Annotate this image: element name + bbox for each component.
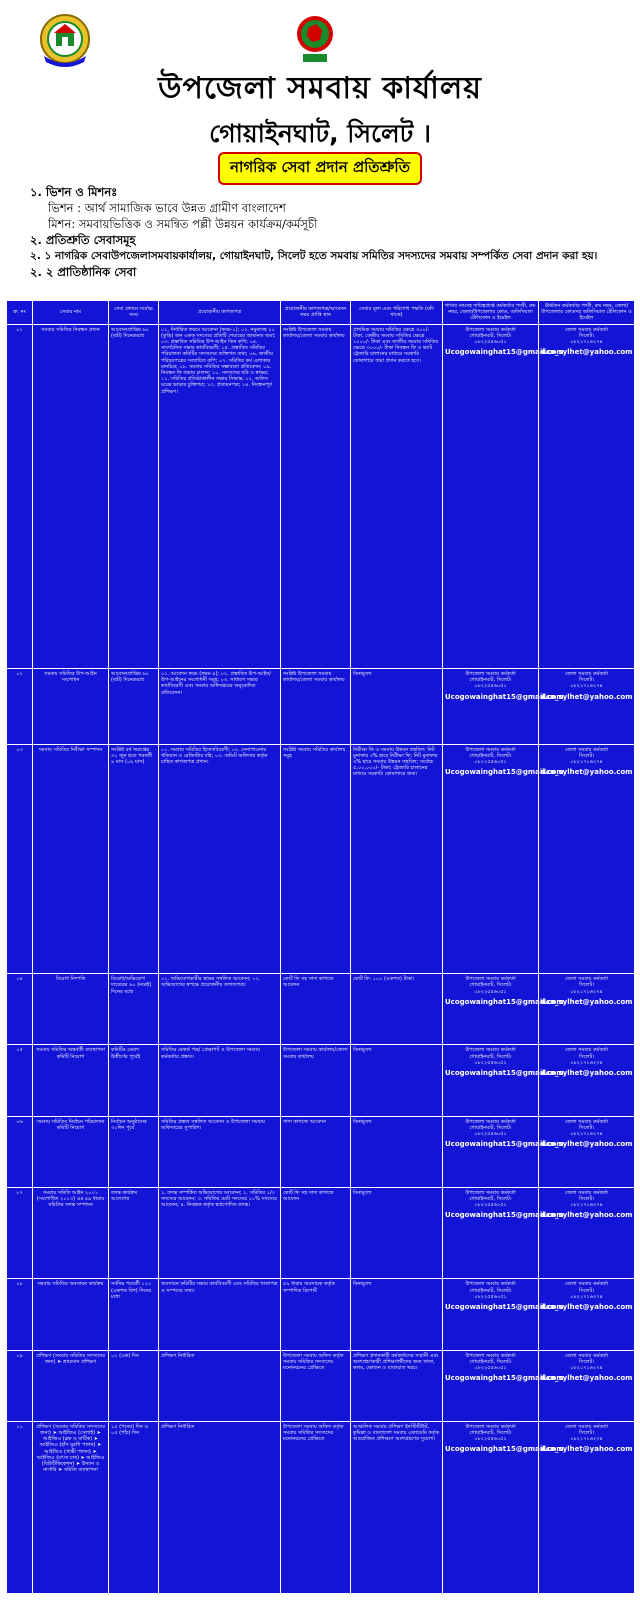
officer-title: উপজেলা সমবায় কর্মকর্তা	[465, 1352, 516, 1359]
officer-title: উপজেলা সমবায় কর্মকর্তা	[465, 670, 516, 677]
row-documents: ১. তদন্ত সম্পর্কিত অভিযোগের আবেদন; ২. সমিতির ১/৩ সদস্যের আবেদন; ৩. সমিতির মোট সদস্যের ১০% সদস্যের আবেদন; ৪. নিবন্ধক কর্তৃক স্বপ্রণোদিত তদন্ত।	[159, 1187, 281, 1279]
row-service-name: সমবায় সমিতির অবসায়ন কার্যক্রম	[33, 1279, 109, 1350]
officer-phone: ০৮২২৫৫৬০৫১	[474, 1130, 507, 1137]
officer-place: গোয়াইনঘাট, সিলেট।	[469, 677, 512, 684]
citizen-service-text: ২. ১ নাগরিক সেবাউপজেলাসমবায়কার্যালয়, গোয়াইনঘাট, সিলেট হতে সমবায় সমিতির সদস্যদের সমবায় সম্পর্কিত সেবা প্রদান করা হয়।	[30, 250, 598, 262]
row-source: সাদা কাগজে আবেদন	[281, 1116, 351, 1187]
superior-email-link[interactable]: dco_sylhet@yahoo.com	[541, 768, 633, 777]
row-serial: ০৯	[7, 1350, 33, 1421]
row-serial: ০১	[7, 324, 33, 668]
superior-phone: ০৮২১৭১৬২৭৪	[570, 1130, 603, 1137]
officer-place: গোয়াইনঘাট, সিলেট।	[469, 982, 512, 989]
officer-place: গোয়াইনঘাট, সিলেট।	[469, 1195, 512, 1202]
officer-phone: ০৮২২৫৫৬০৫১	[474, 1436, 507, 1443]
row-serial: ০৮	[7, 1279, 33, 1350]
row-fee: নিরীক্ষা ফি ও সমবায় উন্নয়ন তহবিল: নিট মুনাফার ৩% হারে নিরীক্ষা ফি; নিট মুনাফার ৩% হারে সমবায় উন্নয়ন তহবিল; সর্বোচ্চ ৫,০০,০০০/- টাকা; ট্রেজারি চালানের মাধ্যমে সরকারি কোষাগারে জমা।	[351, 744, 443, 974]
row-time: ০১ (এক) দিন	[109, 1350, 159, 1421]
row-fee: বিনামূল্যে	[351, 1187, 443, 1279]
row-serial: ০৫	[7, 1045, 33, 1116]
row-officer-contact	[443, 1279, 564, 1350]
officer-email-link[interactable]: Ucogowainghat15@gmail.com	[445, 1303, 564, 1312]
officer-place: গোয়াইনঘাট, সিলেট।	[469, 752, 512, 759]
row-documents: ০১. আবেদন ফরম (ফরম-৪); ০২. প্রস্তাবিত উপ-আইন/উপ-আইনের সংশোধনী সমূহ; ০৩. সাধারণ সভার কার্যবিবরণী এবং সমবায় অধিদপ্তরের অনুমোদিত প্রতিবেদন।	[159, 668, 281, 744]
row-service-name: বিরোধ নিষ্পত্তি	[33, 974, 109, 1045]
row-documents: ০১. অভিযোগকারীর স্বাক্ষর সম্বলিত আবেদন; ০২. অভিযোগের স্বপক্ষে প্রয়োজনীয় কাগজপত্র।	[159, 974, 281, 1045]
row-documents: সমিতির রেকর্ড পত্র/ প্রেক্ষাপট ও উপজেলা সমবায় কর্মকর্তার প্রস্তাব।	[159, 1045, 281, 1116]
row-documents: ০১. সমবায় সমিতির হিসাববিবরণী; ০২. দেনাপাওনার খতিয়ান ও রেজিস্টার বহি; ০৩. অডিট অফিসার কর্তৃক চাহিত কাগজপত্র প্রদান।	[159, 744, 281, 974]
row-superior-contact	[539, 324, 635, 668]
row-time: সর্বনিম্ন পরবর্তী ১২০ (একশত বিশ) দিনের মধ্যে	[109, 1279, 159, 1350]
row-fee: বিনামূল্যে	[351, 1279, 443, 1350]
superior-place: সিলেট।	[579, 1124, 594, 1131]
officer-place: গোয়াইনঘাট, সিলেট।	[469, 332, 512, 339]
row-source: উপজেলা সমবায় অফিস কর্তৃক সমবায় সমিতির সদস্যদের মনোনয়নের প্রেক্ষিতে	[281, 1350, 351, 1421]
officer-phone: ০৮২২৫৫৬০৫১	[474, 759, 507, 766]
row-fee: আঞ্চলিক সমবায় প্রশিক্ষণ ইনস্টিটিউট, কুমিল্লা ও বাংলাদেশ সমবায় একাডেমি কর্তৃক আয়োজিত প্রশিক্ষণে অংশগ্রহণের সুযোগ।	[351, 1421, 443, 1593]
superior-email-link[interactable]: dco_sylhet@yahoo.com	[541, 692, 633, 701]
superior-title: জেলা সমবায় কর্মকর্তা	[564, 1352, 609, 1359]
superior-title: জেলা সমবায় কর্মকর্তা	[564, 1423, 609, 1430]
government-seal-icon	[294, 10, 336, 66]
row-service-name: প্রশিক্ষণ (সমবায় সমিতির সদস্যদের জন্য) ➤ আইজিএ (সেলাই) ➤ আইজিএ (ব্লক ও বাটিক) ➤ আইজিএ (হাঁস মুরগি পালন) ➤ আইজিএ (গাভী পালন) ➤ আইজিএ (মৎস্য চাষ) ➤ আইজিএ (বিউটিফিকেশন) ➤ উদ্যান ও নার্সারি ➤ সমিতি ব্যবস্থাপনা	[33, 1421, 109, 1593]
col-header-source: প্রয়োজনীয় কাগজপত্র/আবেদন ফরম প্রাপ্তি স্থান	[281, 301, 351, 325]
row-service-name: সমবায় সমিতির অন্তর্বর্তী ব্যবস্থাপনা কমিটি নিয়োগ	[33, 1045, 109, 1116]
superior-email-link[interactable]: dco_sylhet@yahoo.com	[541, 1303, 633, 1312]
officer-title: উপজেলা সমবায় কর্মকর্তা	[465, 746, 516, 753]
services-heading: ২. প্রতিশ্রুতি সেবাসমূহ	[30, 233, 136, 247]
row-superior-contact	[539, 1187, 635, 1279]
superior-phone: ০৮২১৭১৬২৭৪	[570, 1436, 603, 1443]
row-serial: ০৬	[7, 1116, 33, 1187]
superior-title: জেলা সমবায় কর্মকর্তা	[564, 1189, 609, 1196]
row-superior-contact	[539, 1045, 635, 1116]
superior-email-link[interactable]: dco_sylhet@yahoo.com	[541, 997, 633, 1006]
row-superior-contact	[539, 1421, 635, 1593]
row-superior-contact	[539, 1279, 635, 1350]
col-header-superior: ঊর্ধ্বতন কর্মকর্তার পদবী, রুম নম্বর, জেলা/উপজেলার কোডসহ অফিসিয়াল টেলিফোন ও ইমেইল	[539, 301, 635, 325]
intro-section	[6, 184, 634, 280]
row-officer-contact	[443, 1421, 564, 1593]
superior-phone: ০৮২১৭১৬২৭৪	[570, 759, 603, 766]
vision-text: ভিশন : আর্থ সামাজিক ভাবে উন্নত গ্রামীণ বাংলাদেশ	[48, 201, 286, 215]
table-row	[7, 1279, 635, 1350]
row-fee: বিনামূল্যে	[351, 1116, 443, 1187]
superior-title: জেলা সমবায় কর্মকর্তা	[564, 976, 609, 983]
officer-title: উপজেলা সমবায় কর্মকর্তা	[465, 976, 516, 983]
row-time: কমিটির মেয়াদ উত্তীর্ণের পূর্বেই	[109, 1045, 159, 1116]
row-time: আবেদনপ্রাপ্তির ৬০ (ষাট) দিনেরমধ্যে	[109, 668, 159, 744]
officer-title: উপজেলা সমবায় কর্মকর্তা	[465, 1189, 516, 1196]
col-header-fee: সেবার মূল্য এবং পরিশোধ পদ্ধতি (যদি থাকে)	[351, 301, 443, 325]
superior-place: সিলেট।	[579, 1430, 594, 1436]
row-documents: ০১. নির্ধারিত ফরমে আবেদন (ফরম-১); ০২. নমুনাসহ ২০ (কুড়ি) জন একক সদস্যের প্রতিটি শেয়ারের জামানত জমা; ০৩. প্রস্তাবিত সমিতির উপ-আইন তিন কপি; ০৪. সাংগঠনিক সভার কার্যবিবরণী; ০৫. প্রস্তাবিত সমিতির পরিচালনা কমিটির সদস্যদের ব্যক্তিগত তথ্য; ০৬. জাতীয় পরিচয়পত্রের সত্যায়িত কপি; ০৭. সমিতির কর্ম এলাকার মানচিত্র; ০৮. সমবায় সমিতির সম্ভাব্যতা প্রতিবেদন; ০৯. নিবন্ধন ফি জমার চালান; ১০. সদস্যদের ছবি ও স্বাক্ষর; ১১. সমিতির প্রতিষ্ঠাকালীন সভার সিদ্ধান্ত; ১২. অফিস ঘরের ভাড়ার চুক্তিপত্র; ১৩. প্রত্যয়নপত্র; ১৪. নিবন্ধনপূর্ব প্রশিক্ষণ।	[159, 324, 281, 668]
superior-phone: ০৮২১৭১৬২৭৪	[570, 1202, 603, 1209]
row-source: সংশ্লিষ্ট উপজেলা সমবায় কার্যালয়/জেলা সমবায় কার্যালয়	[281, 324, 351, 668]
charter-banner	[6, 152, 634, 185]
row-officer-contact	[443, 1045, 564, 1116]
officer-email-link[interactable]: Ucogowainghat15@gmail.com	[445, 1140, 564, 1149]
superior-title: জেলা সমবায় কর্মকর্তা	[564, 670, 609, 677]
superior-email-link[interactable]: dco_sylhet@yahoo.com	[541, 1211, 633, 1220]
superior-place: সিলেট।	[579, 1287, 594, 1294]
officer-place: গোয়াইনঘাট, সিলেট।	[469, 1053, 512, 1060]
vision-mission-heading: ১. ভিশন ও মিশনঃ	[30, 185, 118, 199]
superior-email-link[interactable]: dco_sylhet@yahoo.com	[541, 1374, 633, 1383]
officer-phone: ০৮২২৫৫৬০৫১	[474, 988, 507, 995]
row-source: সংশ্লিষ্ট উপজেলা সমবায় কার্যালয়/জেলা সমবায় কার্যালয়	[281, 668, 351, 744]
row-officer-contact	[443, 974, 564, 1045]
row-time: বিরোধ/অভিযোগ দায়েরের ৯০ (নব্বই) দিনের মধ্যে	[109, 974, 159, 1045]
row-officer-contact	[443, 744, 564, 974]
superior-title: জেলা সমবায় কর্মকর্তা	[564, 1281, 609, 1288]
row-serial: ০২	[7, 668, 33, 744]
row-documents: প্রশিক্ষণ নির্ধারিত	[159, 1421, 281, 1593]
superior-phone: ০৮২১৭১৬২৭৪	[570, 1293, 603, 1300]
table-row	[7, 1350, 635, 1421]
officer-phone: ০৮২২৫৫৬০৫১	[474, 683, 507, 690]
row-officer-contact	[443, 1187, 564, 1279]
officer-title: উপজেলা সমবায় কর্মকর্তা	[465, 1281, 516, 1288]
row-service-name: সমবায় সমিতির নির্বাচন পরিচালনা কমিটি নিয়োগ	[33, 1116, 109, 1187]
row-documents: প্রশিক্ষণ নির্ধারিত	[159, 1350, 281, 1421]
superior-phone: ০৮২১৭১৬২৭৪	[570, 339, 603, 346]
table-row	[7, 1187, 635, 1279]
row-superior-contact	[539, 668, 635, 744]
col-header-officer: শাখার নামসহ দায়িত্বপ্রাপ্ত কর্মকর্তার পদবী, রুম নম্বর, জেলা/উপজেলার কোড, অফিসিয়াল টেলিফোন ও ইমেইল	[443, 301, 539, 325]
superior-title: জেলা সমবায় কর্মকর্তা	[564, 326, 609, 333]
officer-email-link[interactable]: Ucogowainghat15@gmail.com	[445, 768, 564, 777]
row-documents: অবসায়ন কমিটির সভার কার্যবিবরণী এবং সমিতির খাতাপত্র ও সম্পদের তথ্য।	[159, 1279, 281, 1350]
superior-phone: ০৮২১৭১৬২৭৪	[570, 988, 603, 995]
row-serial: ১০	[7, 1421, 33, 1593]
officer-title: উপজেলা সমবায় কর্মকর্তা	[465, 1118, 516, 1125]
officer-place: গোয়াইনঘাট, সিলেট।	[469, 1287, 512, 1294]
table-row	[7, 974, 635, 1045]
officer-email-link[interactable]: Ucogowainghat15@gmail.com	[445, 1445, 564, 1454]
officer-place: গোয়াইনঘাট, সিলেট।	[469, 1430, 512, 1436]
officer-place: গোয়াইনঘাট, সিলেট।	[469, 1124, 512, 1131]
officer-title: উপজেলা সমবায় কর্মকর্তা	[465, 326, 516, 333]
row-service-name: সমবায় সমিতির উপ-আইন সংশোধন	[33, 668, 109, 744]
row-time: তদন্ত কার্যক্রম আদেশের	[109, 1187, 159, 1279]
superior-place: সিলেট।	[579, 752, 594, 759]
row-fee: বিনামূল্যে	[351, 1045, 443, 1116]
row-source: ৫৯ ধারায় অবসায়ক কর্তৃক সম্পাদিত রিপোর্ট	[281, 1279, 351, 1350]
superior-phone: ০৮২১৭১৬২৭৪	[570, 683, 603, 690]
officer-email-link[interactable]: Ucogowainghat15@gmail.com	[445, 997, 564, 1006]
row-officer-contact	[443, 1350, 564, 1421]
row-time: সংশ্লিষ্ট বর্ষ সমাপ্তের ৩০ জুন হতে পরবর্তী ৯ মাস (০৯ মাস)	[109, 744, 159, 974]
row-time: ১৫ (পনের) দিন ও ০৫ (পাঁচ) দিন	[109, 1421, 159, 1593]
row-serial: ০৭	[7, 1187, 33, 1279]
row-fee: বিনামূল্যে	[351, 668, 443, 744]
mission-text: মিশন: সমবায়ভিত্তিক ও সমন্বিত পল্লী উন্নয়ন কার্যক্রম/কর্মসূচী	[48, 217, 318, 231]
superior-place: সিলেট।	[579, 1195, 594, 1202]
superior-place: সিলেট।	[579, 677, 594, 684]
table-row	[7, 1045, 635, 1116]
col-header-documents: প্রয়োজনীয় কাগজপত্র	[159, 301, 281, 325]
row-documents: সমিতির প্রস্তাব সম্বলিত আবেদন ও উপজেলা সমবায় অফিসারের সুপারিশ।	[159, 1116, 281, 1187]
row-source: কোর্ট ফি সহ সাদা কাগজে আবেদন	[281, 974, 351, 1045]
officer-email-link[interactable]: Ucogowainghat15@gmail.com	[445, 1068, 564, 1077]
row-superior-contact	[539, 974, 635, 1045]
row-fee: প্রশিক্ষণ প্রদানকারী কর্মকর্তাদের সম্মানী এবং অংশগ্রহণকারী প্রশিক্ষণার্থীদের জন্য খাতা, কলম, ভোজন ও যাতায়াত খরচ।	[351, 1350, 443, 1421]
row-serial: ০৪	[7, 974, 33, 1045]
superior-title: জেলা সমবায় কর্মকর্তা	[564, 1047, 609, 1054]
officer-phone: ০৮২২৫৫৬০৫১	[474, 1365, 507, 1372]
row-service-name: প্রশিক্ষণ (সমবায় সমিতির সদস্যদের জন্য) ➤ ভ্রাম্যমান প্রশিক্ষণ	[33, 1350, 109, 1421]
row-time: নির্বাচন অনুষ্ঠানের ৩০দিন পূর্বে	[109, 1116, 159, 1187]
row-officer-contact	[443, 324, 564, 668]
superior-phone: ০৮২১৭১৬২৭৪	[570, 1059, 603, 1066]
superior-place: সিলেট।	[579, 1358, 594, 1365]
row-serial: ০৩	[7, 744, 33, 974]
table-header-row	[7, 301, 635, 325]
officer-email-link[interactable]: Ucogowainghat15@gmail.com	[445, 692, 564, 701]
officer-title: উপজেলা সমবায় কর্মকর্তা	[465, 1423, 516, 1430]
officer-email-link[interactable]: Ucogowainghat15@gmail.com	[445, 1374, 564, 1383]
row-officer-contact	[443, 668, 564, 744]
officer-phone: ০৮২২৫৫৬০৫১	[474, 1202, 507, 1209]
row-service-name: সমবায় সমিতির নিবন্ধন প্রদান	[33, 324, 109, 668]
office-location: গোয়াইনঘাট, সিলেট ।	[209, 119, 431, 148]
row-superior-contact	[539, 1116, 635, 1187]
row-fee: কোর্ট ফি: ১০০ (একশত) টাকা।	[351, 974, 443, 1045]
row-fee: প্রাথমিক সমবায় সমিতির ক্ষেত্রে ৩০০/- টাকা, কেন্দ্রীয় সমবায় সমিতির ক্ষেত্রে ১০০০/- টাকা এবং জাতীয় সমবায় সমিতির ক্ষেত্রে ৩০০০/- টাকা নিবন্ধন ফি ও ভ্যাট ট্রেজারি চালানের মাধ্যমে সরকারি কোষাগারে জমা প্রদান করতে হবে।	[351, 324, 443, 668]
officer-phone: ০৮২২৫৫৬০৫১	[474, 339, 507, 346]
service-table	[6, 300, 635, 1594]
table-row	[7, 744, 635, 974]
superior-phone: ০৮২১৭১৬২৭৪	[570, 1365, 603, 1372]
superior-place: সিলেট।	[579, 332, 594, 339]
cooperative-logo-icon	[36, 12, 94, 70]
superior-email-link[interactable]: dco_sylhet@yahoo.com	[541, 1445, 633, 1454]
office-title: উপজেলা সমবায় কার্যালয়	[158, 71, 482, 106]
superior-place: সিলেট।	[579, 1053, 594, 1060]
row-superior-contact	[539, 744, 635, 974]
header	[6, 6, 634, 180]
superior-email-link[interactable]: dco_sylhet@yahoo.com	[541, 1140, 633, 1149]
institutional-service-heading: ২. ২ প্রাতিষ্ঠানিক সেবা	[30, 265, 137, 279]
officer-email-link[interactable]: Ucogowainghat15@gmail.com	[445, 348, 564, 357]
col-header-service: সেবার নাম	[33, 301, 109, 325]
row-source: উপজেলা সমবায় কার্যালয়/জেলা সমবায় কার্যালয়	[281, 1045, 351, 1116]
col-header-serial: ক্র. নং	[7, 301, 33, 325]
row-source: উপজেলা সমবায় অফিস কর্তৃক সমবায় সমিতির সদস্যদের মনোনয়নের প্রেক্ষিতে	[281, 1421, 351, 1593]
superior-title: জেলা সমবায় কর্মকর্তা	[564, 1118, 609, 1125]
row-service-name: সমবায় সমিতি আইন ২০০১ (সংশোধিত ২০১৩) এর ৪৯ ধারায় সমিতির তদন্ত সম্পাদন	[33, 1187, 109, 1279]
officer-phone: ০৮২২৫৫৬০৫১	[474, 1059, 507, 1066]
officer-title: উপজেলা সমবায় কর্মকর্তা	[465, 1047, 516, 1054]
superior-place: সিলেট।	[579, 982, 594, 989]
table-row	[7, 1116, 635, 1187]
col-header-time: সেবা প্রদানে সর্বোচ্চ সময়	[109, 301, 159, 325]
table-row	[7, 668, 635, 744]
table-row	[7, 324, 635, 668]
officer-place: গোয়াইনঘাট, সিলেট।	[469, 1358, 512, 1365]
superior-email-link[interactable]: dco_sylhet@yahoo.com	[541, 348, 633, 357]
charter-title: নাগরিক সেবা প্রদান প্রতিশ্রুতি	[218, 152, 422, 185]
row-source: সংশ্লিষ্ট সমবায় সমিতির কার্যালয় সমূহ	[281, 744, 351, 974]
table-row	[7, 1421, 635, 1593]
row-time: আবেদনপ্রাপ্তির ৬০ (ষাট) দিনেরমধ্যে	[109, 324, 159, 668]
row-superior-contact	[539, 1350, 635, 1421]
superior-email-link[interactable]: dco_sylhet@yahoo.com	[541, 1068, 633, 1077]
officer-email-link[interactable]: Ucogowainghat15@gmail.com	[445, 1211, 564, 1220]
superior-title: জেলা সমবায় কর্মকর্তা	[564, 746, 609, 753]
row-service-name: সমবায় সমিতির নিরীক্ষা সম্পাদন	[33, 744, 109, 974]
row-source: কোর্ট ফি সহ সাদা কাগজে আবেদন	[281, 1187, 351, 1279]
row-officer-contact	[443, 1116, 564, 1187]
officer-phone: ০৮২২৫৫৬০৫১	[474, 1293, 507, 1300]
